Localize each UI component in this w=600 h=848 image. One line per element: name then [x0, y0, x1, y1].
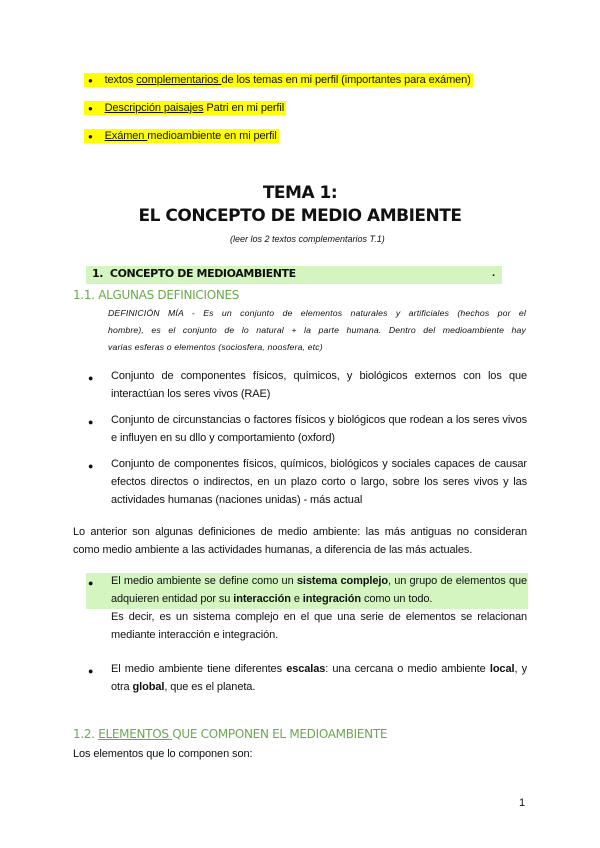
bullet-icon: ● — [88, 373, 94, 383]
bullet-icon: ● — [88, 76, 93, 85]
page-title-main: EL CONCEPTO DE MEDIO AMBIENTE — [138, 206, 462, 226]
document-page: ● textos complementarios de los temas en mi perfil (importantes para exámen) ● Descripción paisajes Patri en mi perfil ● Exámen medioambiente en mi perfil TEMA 1: EL CONCEPTO DE MEDIO AMBIENTE (leer los 2 textos complementarios T.1) 1. CONCEPTO DE MEDIOAMBIENTE . 1.1. ALGUNAS DEFINICIONES DEFINICIÓN MÍA - Es un conjunto de elementos naturales y artificiales (hechos por el hombre), es el conjunto de lo natural + la parte humana. Dentro del medioambiente hay varias esferas o elementos (sociosfera, noosfera, etc) ● Conjunto de componentes físicos, químicos, y biológicos externos con los que interactúan los seres vivos (RAE) ● Conjunto de circunstancias o factores físicos y biológicos que rodean a los seres vivos e influyen en su dllo y comportamiento (oxford) ● Conjunto de componentes físicos, químicos, biológicos y sociales capaces de causar efectos directos o indirectos, en un plazo corto o largo, sobre los seres vivos y las actividades humanas (naciones unidas) - más actual Lo anterior son algunas definiciones de medio ambiente: las más antiguas no consideran como medio ambiente a las actividades humanas, a diferencia de las más actuales. ● El medio ambiente se define como un sistema complejo, un grupo de elementos que adquieren entidad por su interacción e integración como un todo. Es decir, es un sistema complejo en el que una serie de elementos se relacionan mediante interacción e integración. ● El medio ambiente tiene diferentes escalas: una cercana o medio ambiente local, y otra global, que es el planeta. 1.2. ELEMENTOS QUE COMPONEN EL MEDIOAMBIENTE Los elementos que lo componen son: 1 — [0, 0, 600, 848]
bullet-icon: ● — [88, 666, 94, 676]
examen-link[interactable]: Exámen — [104, 130, 148, 142]
list-item: actividades humanas (naciones unidas) - más actual — [111, 494, 363, 506]
bullet-icon: ● — [88, 417, 94, 427]
list-item: efectos directos o indirectos, en un plazo corto o largo, sobre los seres vivos y las — [111, 476, 527, 488]
bullet-icon: ● — [88, 132, 93, 141]
descripcion-paisajes-link[interactable]: Descripción paisajes — [104, 102, 204, 114]
bullet-icon: ● — [88, 578, 94, 588]
complementarios-link[interactable]: complementarios — [136, 74, 222, 86]
list-item: Conjunto de circunstancias o factores físicos y biológicos que rodean a los seres vivos — [111, 414, 527, 426]
page-subtitle: (leer los 2 textos complementarios T.1) — [230, 234, 385, 244]
list-item: e influyen en su dllo y comportamiento (oxford) — [111, 432, 335, 444]
note-item: ● Descripción paisajes Patri en mi perfil — [84, 99, 286, 118]
page-title: TEMA 1: — [262, 183, 338, 203]
list-item: Conjunto de componentes físicos, químicos, y biológicos externos con los que — [111, 370, 527, 382]
list-item: interactúan los seres vivos (RAE) — [111, 388, 271, 400]
page-number: 1 — [519, 797, 526, 809]
elementos-intro: Los elementos que lo componen son: — [73, 748, 253, 760]
section-1-2-heading: 1.2. ELEMENTOS QUE COMPONEN EL MEDIOAMBIENTE — [73, 727, 388, 741]
bullet-icon: ● — [88, 461, 94, 471]
list-item: Conjunto de componentes físicos, químicos, biológicos y sociales capaces de causar — [111, 458, 527, 470]
elementos-link[interactable]: ELEMENTOS — [98, 727, 173, 741]
note-item: ● Exámen medioambiente en mi perfil — [84, 127, 279, 146]
section-1-1-heading: 1.1. ALGUNAS DEFINICIONES — [73, 288, 240, 302]
note-item: ● textos complementarios de los temas en mi perfil (importantes para exámen) — [84, 71, 473, 90]
bullet-icon: ● — [88, 104, 93, 113]
section-1-heading: 1. CONCEPTO DE MEDIOAMBIENTE . — [86, 266, 502, 284]
